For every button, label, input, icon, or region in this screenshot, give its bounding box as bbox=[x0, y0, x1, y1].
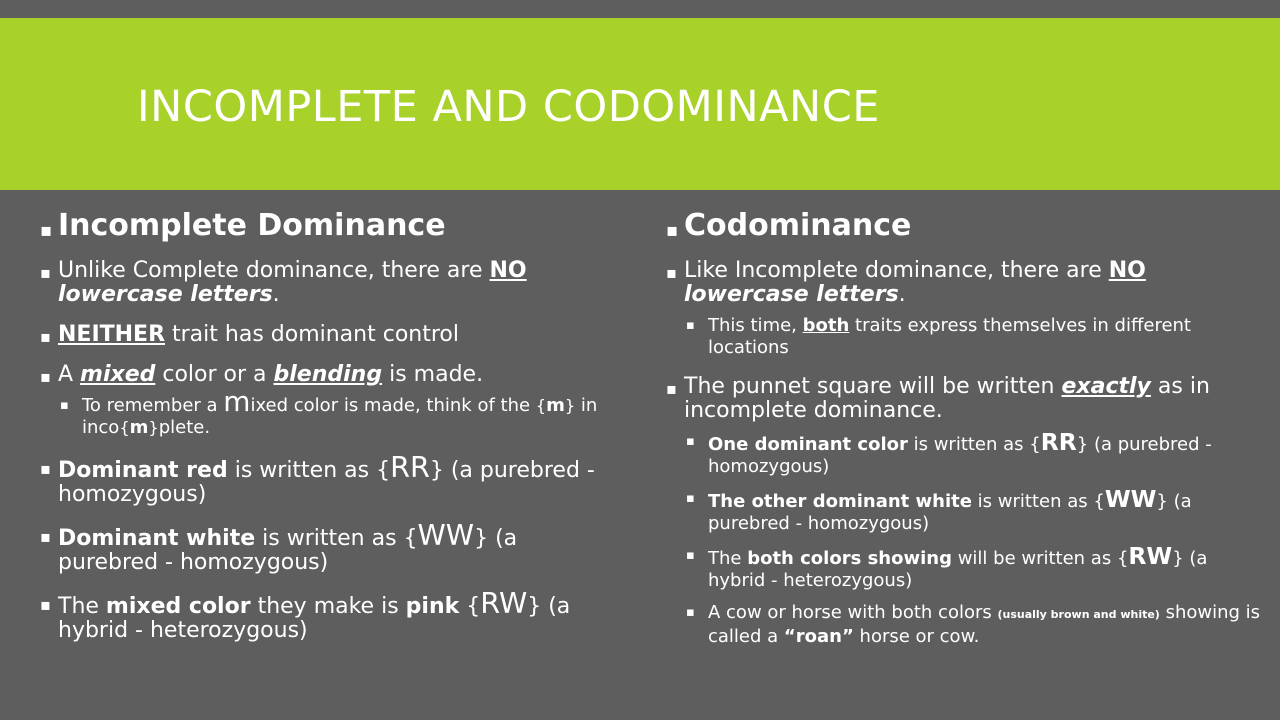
bullet-icon: ▪ bbox=[686, 548, 695, 563]
slide-title: INCOMPLETE AND CODOMINANCE bbox=[137, 82, 880, 132]
sub-bullet-roan: ▪ A cow or horse with both colors (usually brown and white) showing is called a “roan” horse or cow. bbox=[686, 602, 1261, 647]
bullet-icon: ▪ bbox=[40, 459, 51, 478]
bullet-like-incomplete: ▪ Like Incomplete dominance, there are NO lowercase letters. bbox=[666, 258, 1146, 307]
bullet-mixed-pink: ▪ The mixed color they make is pink {RW} (a hybrid - heterozygous) bbox=[40, 586, 571, 643]
sub-bullet-other-dominant: ▪ The other dominant white is written as {WW} (a purebred - homozygous) bbox=[686, 485, 1192, 534]
bullet-icon: ▪ bbox=[666, 263, 677, 282]
bullet-mixed-color: ▪ A mixed color or a blending is made. bbox=[40, 362, 484, 387]
bullet-icon: ▪ bbox=[60, 398, 69, 413]
bullet-icon: ▪ bbox=[40, 527, 51, 546]
bullet-icon: ▪ bbox=[686, 605, 695, 620]
bullet-icon: ▪ bbox=[40, 220, 53, 241]
left-column bbox=[40, 208, 620, 659]
right-column bbox=[666, 208, 1266, 658]
heading-codominance: ▪ Codominance bbox=[666, 208, 912, 243]
bullet-icon: ▪ bbox=[686, 318, 695, 333]
bullet-icon: ▪ bbox=[40, 367, 51, 386]
bullet-icon: ▪ bbox=[686, 434, 695, 449]
bullet-punnet-square: ▪ The punnet square will be written exactly as in incomplete dominance. bbox=[666, 374, 1210, 423]
bullet-dominant-red: ▪ Dominant red is written as {RR} (a purebred - homozygous) bbox=[40, 450, 595, 507]
bullet-icon: ▪ bbox=[666, 379, 677, 398]
bullet-unlike-complete: ▪ Unlike Complete dominance, there are NO lowercase letters. bbox=[40, 258, 527, 307]
bullet-dominant-white: ▪ Dominant white is written as {WW} (a purebred - homozygous) bbox=[40, 518, 518, 575]
bullet-icon: ▪ bbox=[686, 491, 695, 506]
sub-bullet-both-colors: ▪ The both colors showing will be written as {RW} (a hybrid - heterozygous) bbox=[686, 542, 1208, 591]
bullet-icon: ▪ bbox=[40, 595, 51, 614]
sub-bullet-one-dominant: ▪ One dominant color is written as {RR} (a purebred - homozygous) bbox=[686, 428, 1212, 477]
bullet-icon: ▪ bbox=[666, 220, 679, 241]
bullet-icon: ▪ bbox=[40, 263, 51, 282]
sub-bullet-both-traits: ▪ This time, both traits express themselves in different locations bbox=[686, 315, 1191, 358]
bullet-neither: ▪ NEITHER trait has dominant control bbox=[40, 322, 459, 347]
bullet-icon: ▪ bbox=[40, 327, 51, 346]
heading-incomplete-dominance: ▪ Incomplete Dominance bbox=[40, 208, 446, 243]
sub-bullet-remember: ▪ To remember a mixed color is made, think of the {m} in inco{m}plete. bbox=[60, 385, 598, 438]
